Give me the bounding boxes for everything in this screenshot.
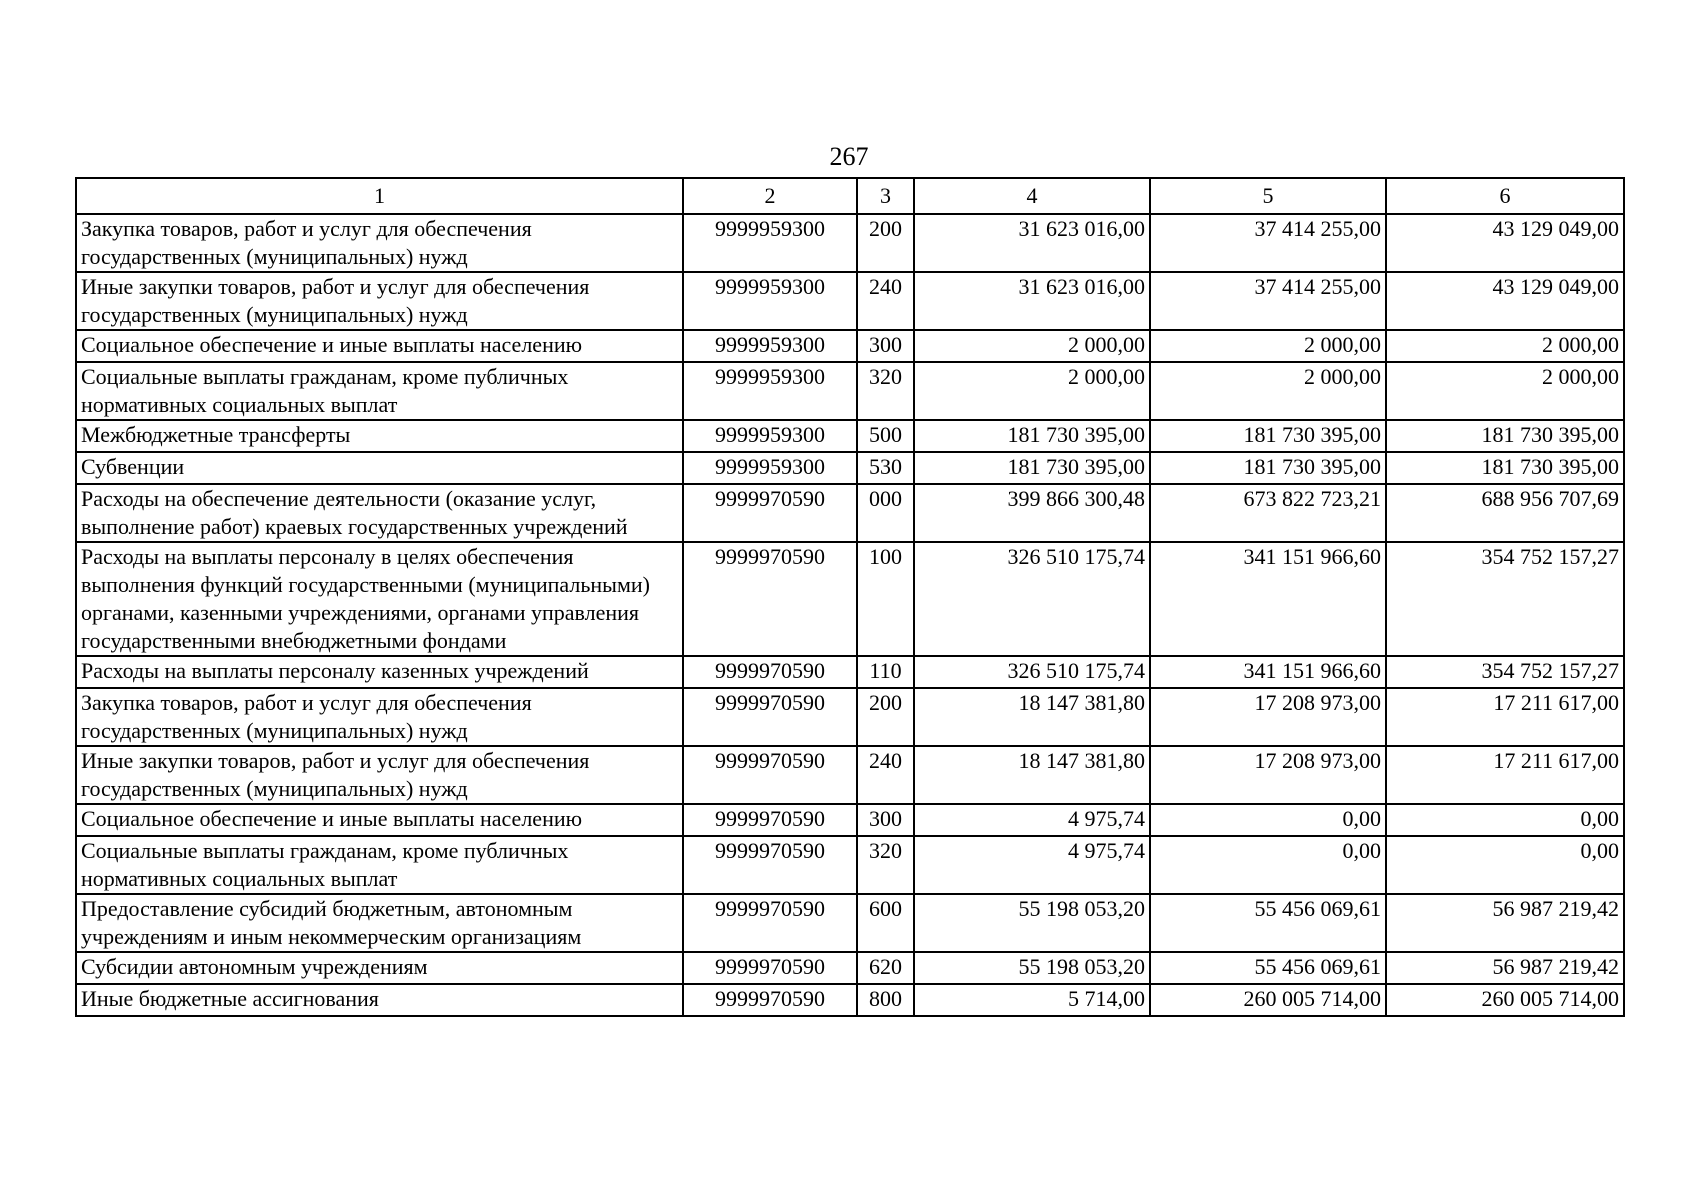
amount-col-5: 2 000,00 [1150,330,1386,362]
expense-type-code: 110 [857,656,914,688]
amount-col-5: 341 151 966,60 [1150,542,1386,656]
expense-type-code: 530 [857,452,914,484]
amount-col-6: 354 752 157,27 [1386,542,1624,656]
target-article-code: 9999970590 [683,804,857,836]
budget-table [75,177,1625,1017]
expense-type-code: 000 [857,484,914,542]
expense-type-code: 600 [857,894,914,952]
target-article-code: 9999970590 [683,688,857,746]
expense-type-code: 300 [857,330,914,362]
amount-col-5: 341 151 966,60 [1150,656,1386,688]
expense-name: Закупка товаров, работ и услуг для обеспечения государственных (муниципальных) нужд [76,688,683,746]
table-row [76,894,1624,952]
amount-col-4: 55 198 053,20 [914,894,1150,952]
amount-col-6: 56 987 219,42 [1386,894,1624,952]
amount-col-4: 55 198 053,20 [914,952,1150,984]
target-article-code: 9999959300 [683,362,857,420]
target-article-code: 9999970590 [683,984,857,1016]
expense-name: Расходы на обеспечение деятельности (оказание услуг, выполнение работ) краевых государственных учреждений [76,484,683,542]
header-row [76,178,1624,214]
target-article-code: 9999959300 [683,214,857,272]
expense-name: Иные закупки товаров, работ и услуг для обеспечения государственных (муниципальных) нужд [76,272,683,330]
table-row [76,836,1624,894]
expense-type-code: 240 [857,272,914,330]
amount-col-5: 181 730 395,00 [1150,420,1386,452]
amount-col-4: 31 623 016,00 [914,214,1150,272]
amount-col-5: 2 000,00 [1150,362,1386,420]
expense-type-code: 100 [857,542,914,656]
amount-col-4: 31 623 016,00 [914,272,1150,330]
amount-col-6: 43 129 049,00 [1386,214,1624,272]
amount-col-5: 673 822 723,21 [1150,484,1386,542]
expense-name: Расходы на выплаты персоналу в целях обеспечения выполнения функций государственными (муниципальными) органами, казенными учреждениями, органами управления государственными внебюджетными фондами [76,542,683,656]
table-row [76,452,1624,484]
amount-col-6: 260 005 714,00 [1386,984,1624,1016]
table-row [76,272,1624,330]
amount-col-4: 5 714,00 [914,984,1150,1016]
target-article-code: 9999970590 [683,894,857,952]
table-row [76,484,1624,542]
expense-type-code: 200 [857,214,914,272]
amount-col-5: 260 005 714,00 [1150,984,1386,1016]
header-cell-1: 1 [76,178,683,214]
table-row [76,656,1624,688]
expense-name: Социальное обеспечение и иные выплаты населению [76,804,683,836]
expense-type-code: 320 [857,836,914,894]
expense-type-code: 500 [857,420,914,452]
amount-col-6: 2 000,00 [1386,362,1624,420]
amount-col-5: 17 208 973,00 [1150,746,1386,804]
target-article-code: 9999970590 [683,746,857,804]
amount-col-4: 4 975,74 [914,804,1150,836]
table-row [76,952,1624,984]
table-row [76,984,1624,1016]
header-cell-4: 4 [914,178,1150,214]
amount-col-6: 17 211 617,00 [1386,688,1624,746]
amount-col-6: 354 752 157,27 [1386,656,1624,688]
expense-name: Субвенции [76,452,683,484]
table-row [76,542,1624,656]
expense-name: Межбюджетные трансферты [76,420,683,452]
amount-col-5: 55 456 069,61 [1150,952,1386,984]
table-row [76,688,1624,746]
amount-col-6: 43 129 049,00 [1386,272,1624,330]
table-row [76,330,1624,362]
amount-col-4: 181 730 395,00 [914,452,1150,484]
expense-name: Социальное обеспечение и иные выплаты населению [76,330,683,362]
amount-col-5: 37 414 255,00 [1150,272,1386,330]
target-article-code: 9999970590 [683,952,857,984]
expense-name: Иные бюджетные ассигнования [76,984,683,1016]
amount-col-4: 18 147 381,80 [914,746,1150,804]
expense-name: Закупка товаров, работ и услуг для обеспечения государственных (муниципальных) нужд [76,214,683,272]
expense-name: Социальные выплаты гражданам, кроме публичных нормативных социальных выплат [76,836,683,894]
amount-col-5: 17 208 973,00 [1150,688,1386,746]
target-article-code: 9999970590 [683,484,857,542]
target-article-code: 9999959300 [683,420,857,452]
amount-col-6: 56 987 219,42 [1386,952,1624,984]
amount-col-4: 4 975,74 [914,836,1150,894]
amount-col-6: 181 730 395,00 [1386,452,1624,484]
amount-col-4: 181 730 395,00 [914,420,1150,452]
page-number: 267 [829,142,869,171]
target-article-code: 9999959300 [683,272,857,330]
amount-col-5: 55 456 069,61 [1150,894,1386,952]
expense-name: Предоставление субсидий бюджетным, автономным учреждениям и иным некоммерческим организациям [76,894,683,952]
expense-type-code: 800 [857,984,914,1016]
amount-col-5: 0,00 [1150,836,1386,894]
amount-col-6: 181 730 395,00 [1386,420,1624,452]
target-article-code: 9999959300 [683,330,857,362]
header-cell-6: 6 [1386,178,1624,214]
amount-col-4: 18 147 381,80 [914,688,1150,746]
target-article-code: 9999970590 [683,656,857,688]
expense-type-code: 620 [857,952,914,984]
expense-name: Социальные выплаты гражданам, кроме публичных нормативных социальных выплат [76,362,683,420]
amount-col-6: 2 000,00 [1386,330,1624,362]
table-row [76,804,1624,836]
amount-col-5: 0,00 [1150,804,1386,836]
amount-col-6: 17 211 617,00 [1386,746,1624,804]
expense-name: Расходы на выплаты персоналу казенных учреждений [76,656,683,688]
expense-name: Субсидии автономным учреждениям [76,952,683,984]
table-row [76,362,1624,420]
expense-name: Иные закупки товаров, работ и услуг для обеспечения государственных (муниципальных) нужд [76,746,683,804]
amount-col-4: 2 000,00 [914,330,1150,362]
amount-col-6: 0,00 [1386,804,1624,836]
table-row [76,420,1624,452]
expense-type-code: 200 [857,688,914,746]
amount-col-6: 688 956 707,69 [1386,484,1624,542]
amount-col-4: 2 000,00 [914,362,1150,420]
header-cell-2: 2 [683,178,857,214]
amount-col-5: 181 730 395,00 [1150,452,1386,484]
expense-type-code: 300 [857,804,914,836]
amount-col-4: 399 866 300,48 [914,484,1150,542]
amount-col-4: 326 510 175,74 [914,656,1150,688]
target-article-code: 9999970590 [683,836,857,894]
header-cell-3: 3 [857,178,914,214]
amount-col-4: 326 510 175,74 [914,542,1150,656]
target-article-code: 9999970590 [683,542,857,656]
expense-type-code: 320 [857,362,914,420]
amount-col-5: 37 414 255,00 [1150,214,1386,272]
expense-type-code: 240 [857,746,914,804]
table-row [76,746,1624,804]
amount-col-6: 0,00 [1386,836,1624,894]
header-cell-5: 5 [1150,178,1386,214]
target-article-code: 9999959300 [683,452,857,484]
table-row [76,214,1624,272]
